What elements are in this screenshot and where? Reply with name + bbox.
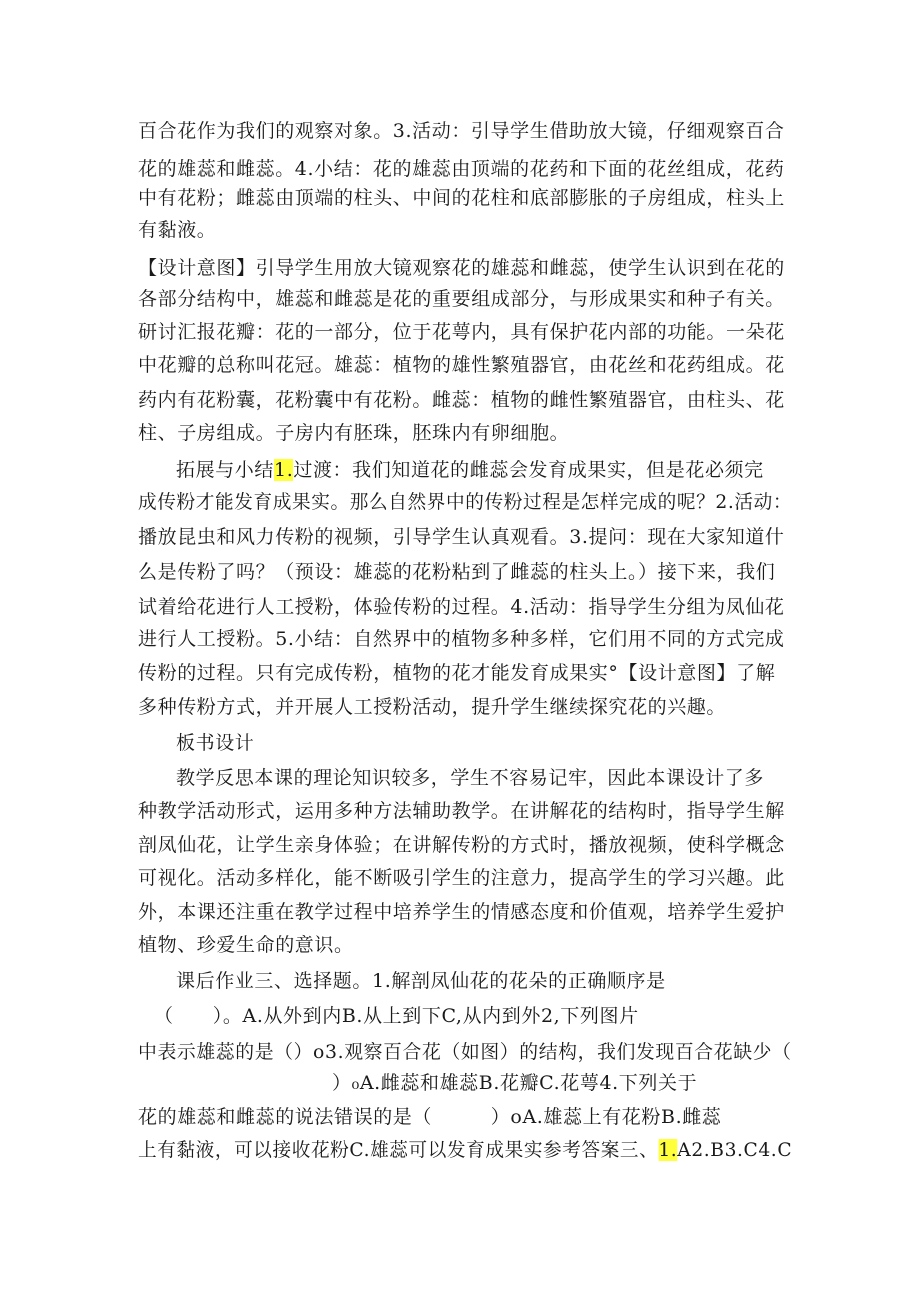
homework-line: ）₀A.雌蕊和雄蕊B.花瓣C.花萼4.下列关于 (332, 1072, 698, 1094)
text-line: 教学反思本课的理论知识较多，学生不容易记牢，因此本课设计了多 (176, 767, 765, 789)
text-line: 试着给花进行人工授粉，体验传粉的过程。4.活动：指导学生分组为凤仙花 (138, 596, 785, 618)
text-line-highlighted (176, 455, 764, 485)
highlight-mark: 1. (274, 459, 294, 481)
text-line: 种教学活动形式，运用多种方法辅助教学。在讲解花的结构时，指导学生解 (138, 800, 785, 822)
text-line: 药内有花粉囊，花粉囊中有花粉。雌蕊：植物的雌性繁殖器官，由柱头、花 (138, 389, 785, 411)
text-line: 研讨汇报花瓣：花的一部分，位于花萼内，具有保护花内部的功能。一朵花 (138, 321, 785, 343)
homework-line: 课后作业三、选择题。1.解剖凤仙花的花朵的正确顺序是 (176, 970, 666, 992)
text-segment: 拓展与小结 (176, 459, 275, 481)
text-line: 成传粉才能发育成果实。那么自然界中的传粉过程是怎样完成的呢？2.活动： (138, 491, 793, 513)
text-line: 传粉的过程。只有完成传粉，植物的花才能发育成果实°【设计意图】了解 (138, 662, 776, 684)
text-line: 百合花作为我们的观察对象。3.活动：引导学生借助放大镜，仔细观察百合 (138, 120, 785, 142)
text-line: 剖凤仙花，让学生亲身体验；在讲解传粉的方式时，播放视频，使科学概念 (138, 834, 785, 856)
text-line: 可视化。活动多样化，能不断吸引学生的注意力，提高学生的学习兴趣。此 (138, 867, 785, 889)
homework-line: 中表示雄蕊的是（）o3.观察百合花（如图）的结构，我们发现百合花缺少（ (138, 1041, 792, 1063)
text-line: 中有花粉；雌蕊由顶端的柱头、中间的花柱和底部膨胀的子房组成，柱头上 (138, 187, 785, 209)
text-line: 外，本课还注重在教学过程中培养学生的情感态度和价值观，培养学生爱护 (138, 901, 785, 923)
text-line: 植物、珍爱生命的意识。 (138, 934, 354, 956)
text-line: 么是传粉了吗？（预设：雄蕊的花粉粘到了雌蕊的柱头上。）接下来，我们 (138, 561, 776, 583)
text-segment: 上有黏液，可以接收花粉C.雄蕊可以发育成果实参考答案三、 (138, 1139, 659, 1161)
text-line: 进行人工授粉。5.小结：自然界中的植物多种多样，它们用不同的方式完成 (138, 628, 785, 650)
homework-line: （ ）。A.从外到内B.从上到下C,从内到外2,下列图片 (154, 1005, 639, 1027)
text-line: 有黏液。 (138, 219, 217, 241)
text-line: 播放昆虫和风力传粉的视频，引导学生认真观看。3.提问：现在大家知道什 (138, 526, 785, 548)
text-line: 花的雄蕊和雌蕊。4.小结：花的雄蕊由顶端的花药和下面的花丝组成，花药 (138, 158, 785, 180)
text-line: 柱、子房组成。子房内有胚珠，胚珠内有卵细胞。 (138, 422, 570, 444)
text-line: 【设计意图】引导学生用放大镜观察花的雄蕊和雌蕊，使学生认识到在花的 (138, 257, 785, 279)
homework-line-answers (138, 1135, 792, 1165)
homework-line: 花的雄蕊和雌蕊的说法错误的是（ ）oA.雄蕊上有花粉B.雌蕊 (138, 1106, 722, 1128)
text-segment: A2.B3.C4.C (677, 1139, 793, 1161)
text-line: 多种传粉方式，并开展人工授粉活动，提升学生继续探究花的兴趣。 (138, 696, 727, 718)
text-line: 中花瓣的总称叫花冠。雄蕊：植物的雄性繁殖器官，由花丝和花药组成。花 (138, 354, 785, 376)
highlight-mark: 1. (658, 1139, 678, 1161)
text-segment: 过渡：我们知道花的雌蕊会发育成果实，但是花必须完 (293, 459, 764, 481)
text-line: 各部分结构中，雄蕊和雌蕊是花的重要组成部分，与形成果实和种子有关。 (138, 288, 785, 310)
section-heading: 板书设计 (176, 732, 255, 754)
